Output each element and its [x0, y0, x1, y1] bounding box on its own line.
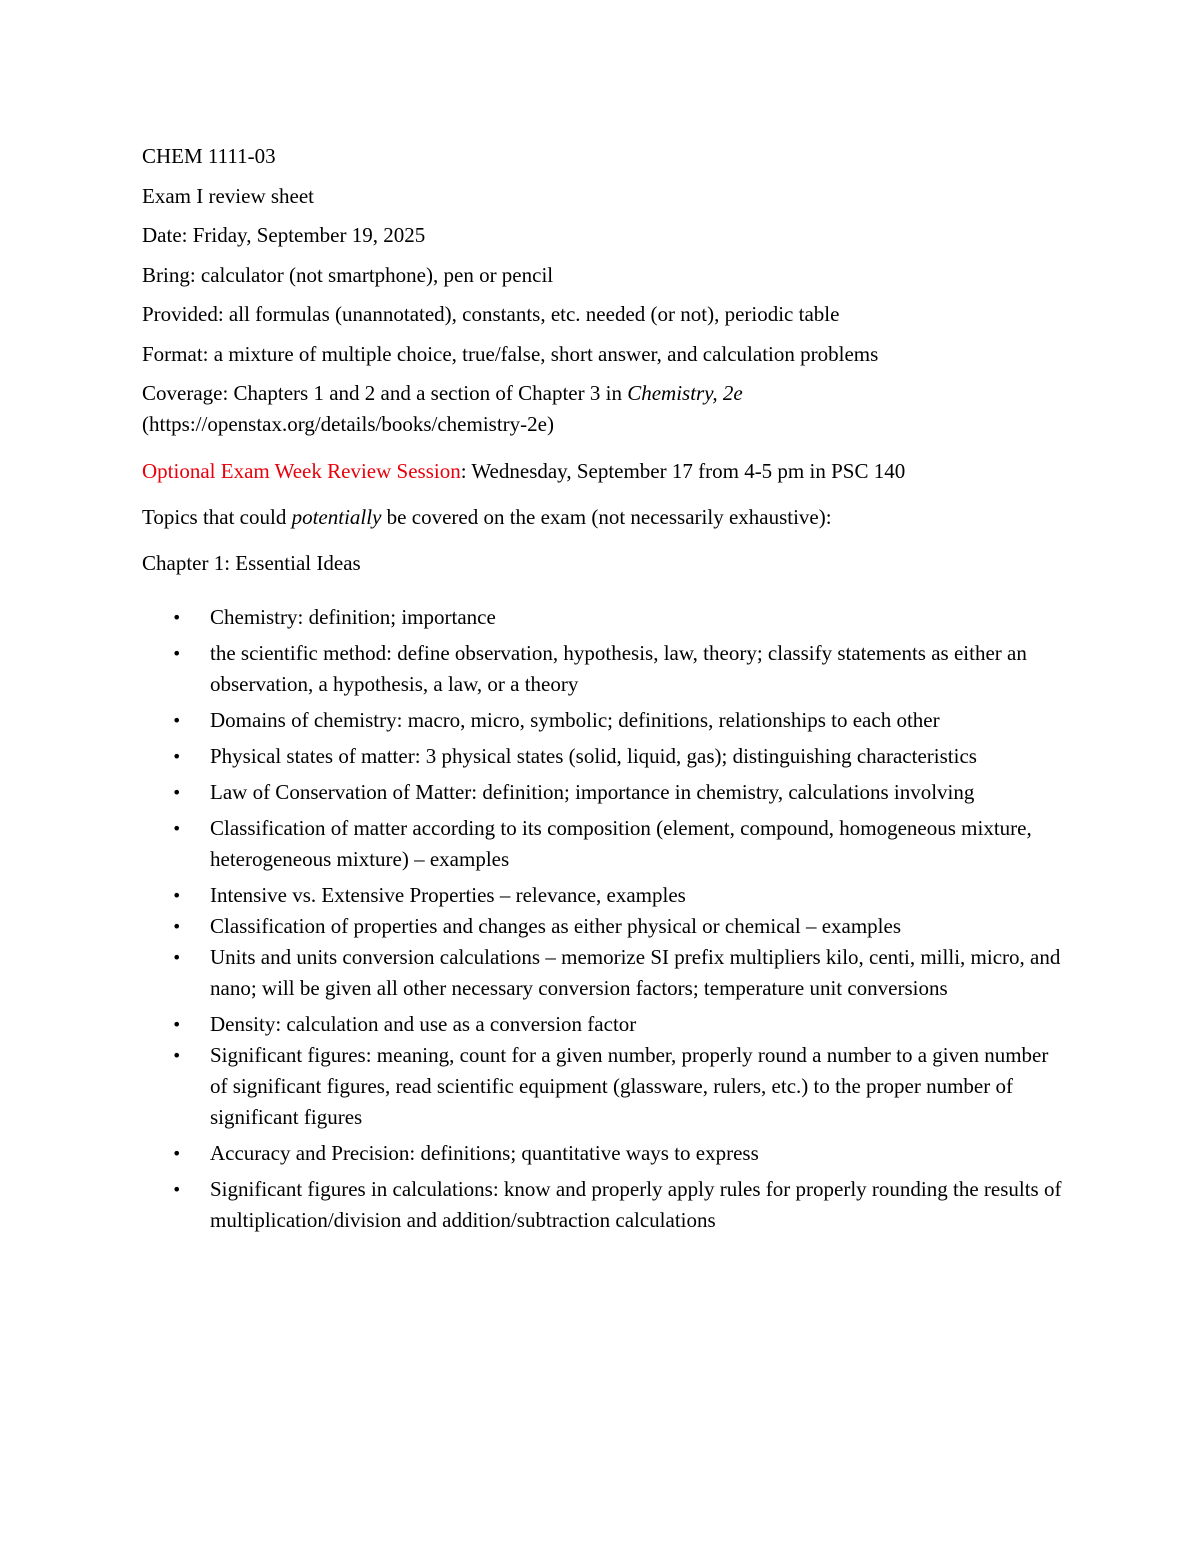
- bullet-icon: •: [172, 1180, 182, 1199]
- coverage-link[interactable]: (https://openstax.org/details/books/chemistry-2e): [142, 412, 554, 436]
- bullet-icon: •: [172, 948, 182, 967]
- bullet-icon: •: [172, 783, 182, 802]
- bullet-icon: •: [172, 711, 182, 730]
- list-item: • Classification of properties and changes as either physical or chemical – examples: [142, 911, 1062, 942]
- coverage-book-title: Chemistry, 2e: [627, 381, 743, 405]
- bullet-icon: •: [172, 819, 182, 838]
- topics-emphasis: potentially: [291, 505, 382, 529]
- bullet-icon: •: [172, 1046, 182, 1065]
- chapter-heading: Chapter 1: Essential Ideas: [142, 551, 361, 575]
- provided-line: Provided: all formulas (unannotated), constants, etc. needed (or not), periodic table: [142, 302, 840, 326]
- list-item: • Accuracy and Precision: definitions; quantitative ways to express: [142, 1138, 1062, 1169]
- list-item: • Significant figures in calculations: know and properly apply rules for properly rounding the results of multiplication/division and addition/subtraction calculations: [142, 1174, 1062, 1236]
- list-item: • Physical states of matter: 3 physical states (solid, liquid, gas); distinguishing characteristics: [142, 741, 1062, 772]
- list-item: • Significant figures: meaning, count for a given number, properly round a number to a given number of significant figures, read scientific equipment (glassware, rulers, etc.) to the proper number of significant figures: [142, 1040, 1062, 1133]
- bring-line: Bring: calculator (not smartphone), pen or pencil: [142, 262, 554, 287]
- list-item: • the scientific method: define observation, hypothesis, law, theory; classify statements as either an observation, a hypothesis, a law, or a theory: [142, 638, 1062, 700]
- review-session-label: Optional Exam Week Review Session: [142, 459, 461, 483]
- list-item: • Classification of matter according to its composition (element, compound, homogeneous mixture, heterogeneous mixture) – examples: [142, 813, 1062, 875]
- list-item: • Chemistry: definition; importance: [142, 602, 1062, 633]
- topics-suffix: be covered on the exam (not necessarily exhaustive):: [381, 505, 832, 529]
- sheet-title: Exam I review sheet: [142, 183, 315, 208]
- list-item: • Density: calculation and use as a conversion factor: [142, 1009, 1062, 1040]
- bullet-icon: •: [172, 1015, 182, 1034]
- list-item: • Intensive vs. Extensive Properties – relevance, examples: [142, 880, 1062, 911]
- bullet-icon: •: [172, 747, 182, 766]
- bullet-icon: •: [172, 886, 182, 905]
- bullet-icon: •: [172, 917, 182, 936]
- review-session-detail: : Wednesday, September 17 from 4-5 pm in PSC 140: [460, 459, 906, 483]
- coverage-line: [142, 378, 1062, 409]
- coverage-prefix: Coverage: Chapters 1 and 2 and a section of Chapter 3 in: [142, 381, 628, 405]
- review-session-line: [142, 456, 1062, 487]
- format-line: Format: a mixture of multiple choice, true/false, short answer, and calculation problems: [142, 341, 879, 366]
- course-code: CHEM 1111-03: [142, 144, 276, 168]
- list-item: • Law of Conservation of Matter: definition; importance in chemistry, calculations involving: [142, 777, 1062, 808]
- list-item: • Units and units conversion calculations – memorize SI prefix multipliers kilo, centi, milli, micro, and nano; will be given all other necessary conversion factors; temperature unit conversions: [142, 942, 1062, 1004]
- bullet-icon: •: [172, 608, 182, 627]
- topics-intro: [142, 502, 1062, 533]
- exam-date: Date: Friday, September 19, 2025: [142, 223, 426, 247]
- topics-prefix: Topics that could: [142, 505, 292, 529]
- topic-list: [142, 602, 1062, 1236]
- bullet-icon: •: [172, 644, 182, 663]
- list-item: • Domains of chemistry: macro, micro, symbolic; definitions, relationships to each other: [142, 705, 1062, 736]
- review-sheet: [142, 141, 1062, 1236]
- bullet-icon: •: [172, 1144, 182, 1163]
